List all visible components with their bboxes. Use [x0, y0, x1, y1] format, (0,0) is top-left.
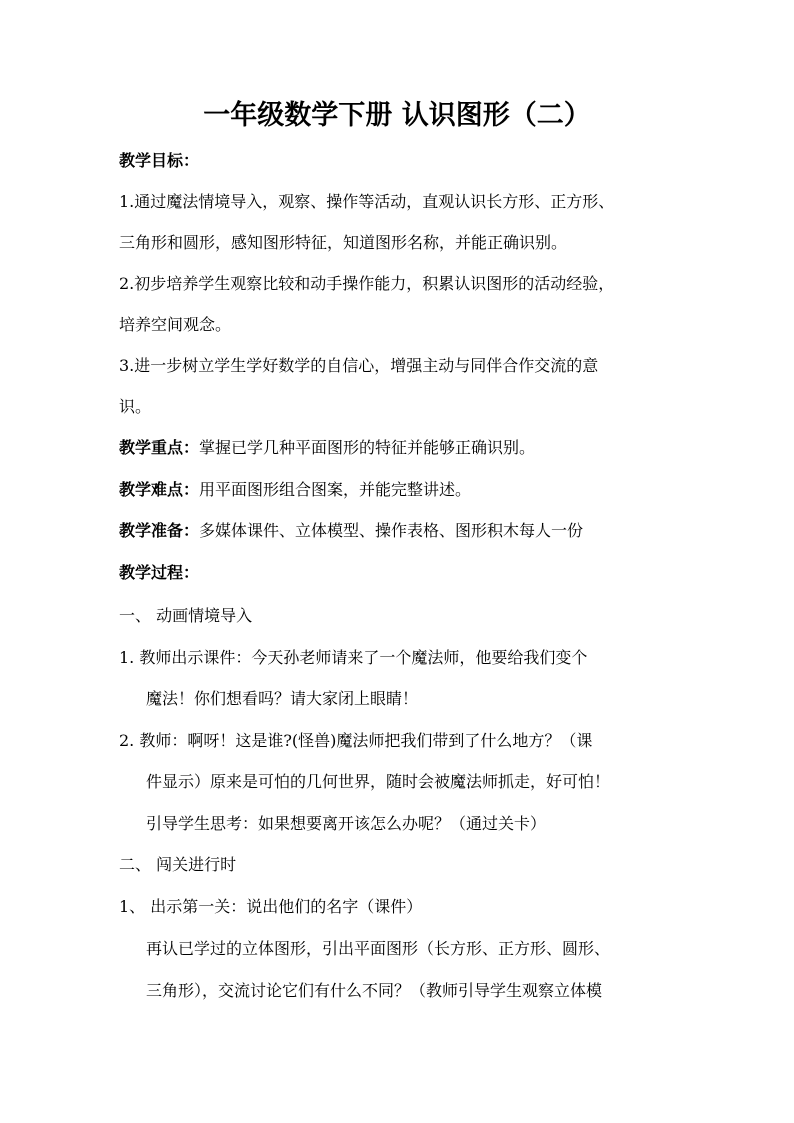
section-2-item-1-line-1: 再认已学过的立体图形，引出平面图形（长方形、正方形、圆形、 [146, 939, 611, 958]
preparation [119, 519, 583, 543]
section-1-item-2-line-3: 引导学生思考：如果想要离开该怎么办呢？（通过关卡） [146, 814, 547, 833]
difficulty [119, 478, 471, 502]
goal-2-line-1: 2.初步培养学生观察比较和动手操作能力，积累认识图形的活动经验， [119, 274, 615, 293]
goal-3-line-2: 识。 [119, 397, 152, 416]
goal-3-line-1: 3.进一步树立学生学好数学的自信心，增强主动与同伴合作交流的意 [119, 356, 599, 375]
section-2-heading: 二、 闯关进行时 [119, 855, 237, 874]
goals-heading: 教学目标： [119, 151, 200, 170]
section-1-item-2-line-2: 件显示）原来是可怕的几何世界，随时会被魔法师抓走，好可怕！ [146, 772, 611, 791]
section-2-item-1-heading: 1、 出示第一关：说出他们的名字（课件） [119, 897, 423, 916]
preparation-text: 多媒体课件、立体模型、操作表格、图形积木每人一份 [199, 521, 584, 540]
section-2-item-1-line-2: 三角形），交流讨论它们有什么不同？（教师引导学生观察立体模 [146, 981, 603, 1000]
goal-1-line-2: 三角形和圆形，感知图形特征，知道图形名称，并能正确识别。 [119, 233, 568, 252]
key-point [119, 436, 535, 460]
difficulty-label: 教学难点： [119, 480, 200, 499]
goal-2-line-2: 培养空间观念。 [119, 315, 232, 334]
difficulty-text: 用平面图形组合图案，并能完整讲述。 [199, 480, 472, 499]
document-title: 一年级数学下册 认识图形（二） [203, 100, 591, 131]
section-1-item-1-line-1: 1. 教师出示课件：今天孙老师请来了一个魔法师，他要给我们变个 [119, 648, 588, 667]
preparation-label: 教学准备： [119, 521, 200, 540]
key-point-label: 教学重点： [119, 438, 200, 457]
goal-1-line-1: 1.通过魔法情境导入，观察、操作等活动，直观认识长方形、正方形、 [119, 192, 615, 211]
section-1-item-1-line-2: 魔法！你们想看吗？请大家闭上眼睛！ [146, 689, 419, 708]
process-heading: 教学过程： [119, 563, 200, 582]
section-1-heading: 一、 动画情境导入 [119, 606, 253, 625]
section-1-item-2-line-1: 2. 教师：啊呀！这是谁?(怪兽)魔法师把我们带到了什么地方？（课 [119, 731, 593, 750]
key-point-text: 掌握已学几种平面图形的特征并能够正确识别。 [199, 438, 536, 457]
